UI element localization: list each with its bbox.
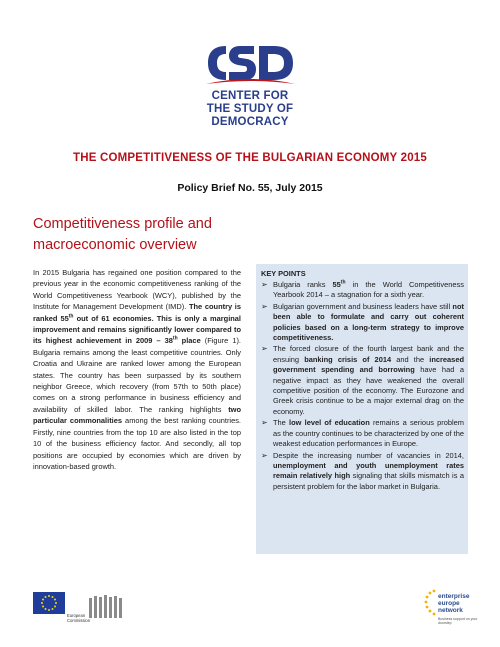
eu-flag-icon [33,592,65,614]
body-text-3: among the best ranking countries. Firstly, nine countries from the top 10 are also listed in the top 10 of the business efficiency factor. And secondly, all top positions are occupied by economies which are driven by innovation-based growth. [33,416,241,471]
key-point-1-bold: 55 [332,280,341,289]
arrow-bullet-icon: ➢ [261,450,268,460]
org-name-line-3: DEMOCRACY [211,116,289,128]
body-bold-rank-text: The country is ranked 55 [33,302,241,323]
enterprise-europe-network-logo [424,585,480,631]
eu-caption-line-2: Commission [67,617,91,623]
key-point-3-text: The forced closure of the fourth largest bank and the ensuing [273,344,464,364]
org-name-line-1: CENTER FOR [211,90,289,102]
body-bold-place: place [177,336,201,346]
key-point-4 [260,418,464,449]
body-sup-th: th [68,313,74,320]
key-point-5-bold: unemployment and youth unemployment rates remain relatively high [273,460,464,481]
body-sup-th-2: th [172,335,178,342]
arrow-bullet-icon: ➢ [261,344,268,354]
building-icon [87,594,127,620]
key-point-1 [260,280,464,301]
key-point-3-bold-a: banking crisis of 2014 [304,354,392,364]
key-point-5-text-2: signaling that skills mismatch is a persistent problem for the labor market in Bulgaria. [273,471,464,491]
european-commission-logo [33,592,129,628]
arrow-bullet-icon: ➢ [261,418,268,428]
eu-caption-line-1: European [67,613,86,618]
org-name-line-2: THE STUDY OF [206,103,294,115]
section-title-line-2: macroeconomic overview [33,237,197,253]
een-line-1: enterprise [438,593,470,600]
body-bold-rank-cont: out of 61 economies. This is only a marginal improvement and remains significantly lower compared to its highest achievement in 2009 – 38 [33,313,242,346]
policy-brief-subtitle: Policy Brief No. 55, July 2015 [177,182,323,194]
arrow-bullet-icon: ➢ [261,301,268,311]
een-tagline: Business support on your doorstep [438,617,478,625]
key-point-3 [260,344,464,417]
key-point-2-text: Bulgarian government and business leaders have still [273,301,453,311]
body-bold-commonalities: two particular commonalities [33,404,241,426]
key-point-2-bold: not been able to formulate and carry out coherent policies based on a long-term strategy to improve competitiveness. [273,301,464,343]
body-text-2: (Figure 1). Bulgaria remains among the least competitive countries. Only Croatia and Ukraine are ranked lower among the European states. The country has been surpassed by its southern neighbor Greece, which recovery (from 57th to 50th place) comes on a strong performance in business efficiency and availability of skilled labor. The ranking highlights [33,336,241,414]
een-line-2: europe [438,600,460,607]
body-paragraph [33,267,241,472]
key-point-3-bold-b: increased government spending and borrowing [273,354,464,375]
body-text-1: In 2015 Bulgaria has regained one position compared to the previous year in the economic competitiveness ranking of the World Competitiveness Yearbook (WCY), published by the Institute for Management Development (IMD). [33,268,241,312]
key-point-4-text: The [273,418,290,428]
key-point-4-bold: low level of education [289,418,370,428]
csd-logo-icon [200,38,300,88]
key-point-5-text: Despite the increasing number of vacancies in 2014, [273,450,464,460]
key-points-list [260,280,464,492]
csd-logo [200,38,300,88]
key-point-2 [260,302,464,344]
key-point-1-text-2: in the World Competitiveness Yearbook 2014 – a stagnation for a sixth year. [273,280,464,300]
document-title: THE COMPETITIVENESS OF THE BULGARIAN ECONOMY 2015 [73,152,427,164]
key-point-1-sup: th [340,279,346,286]
org-name [180,90,320,129]
een-line-3: network [438,607,463,614]
key-points-box [256,264,468,554]
arrow-bullet-icon: ➢ [261,280,268,289]
key-point-3-text-3: have had a negative impact as they have weakened the overall competitive position of the economy. The Eurozone and Greek crisis continue to be a major external drag on the economy. [273,365,464,416]
key-point-3-text-2: and the [391,354,430,364]
section-title [33,214,293,256]
een-wordmark [438,593,469,614]
key-point-5 [260,451,464,493]
section-title-line-1: Competitiveness profile and [33,216,212,232]
key-point-4-text-2: remains a serious problem as the country continues to be characterized by one of the weakest education performances in Europe. [273,418,465,449]
key-points-heading: KEY POINTS [261,269,306,278]
key-point-1-text: Bulgaria ranks [273,280,333,289]
